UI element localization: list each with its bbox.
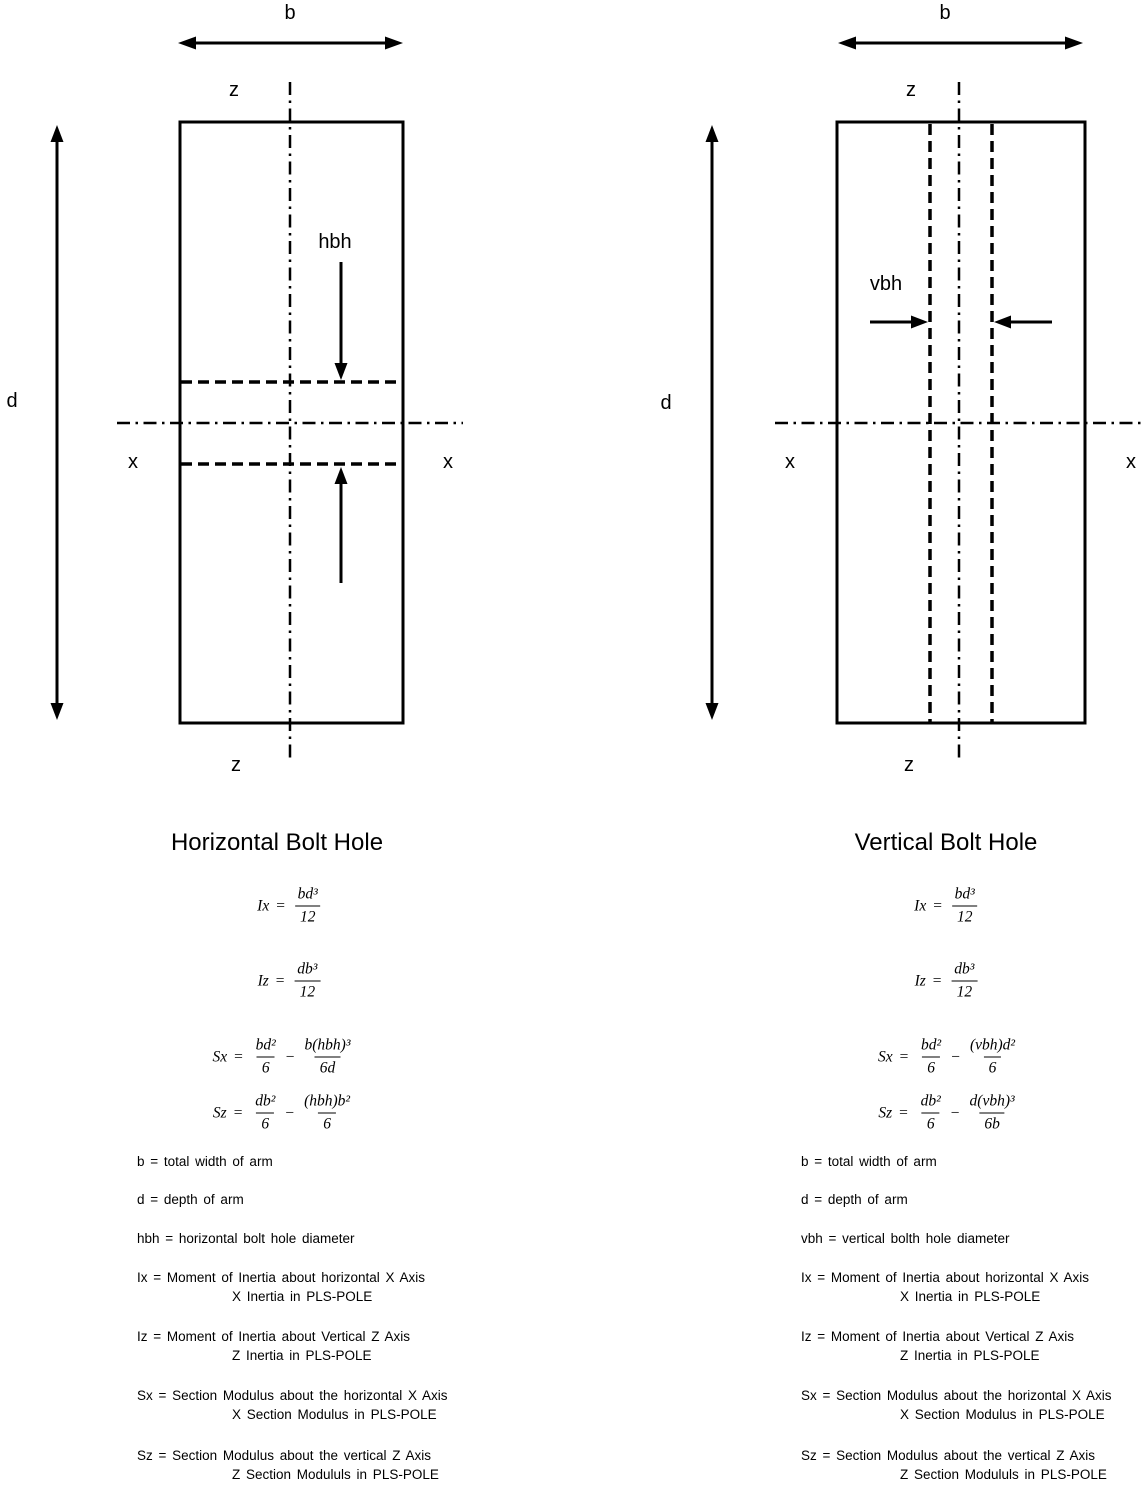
formula-lhs: Ix xyxy=(257,897,270,914)
left-formula-sx xyxy=(213,1037,356,1078)
right-x-left-label: x xyxy=(785,451,795,473)
left-z-top-label: z xyxy=(229,79,239,101)
formula-lhs: Sx xyxy=(212,1048,228,1065)
equals-sign: = xyxy=(898,1104,909,1121)
right-z-bottom-label: z xyxy=(904,754,914,776)
right-b-label: b xyxy=(939,2,951,24)
equals-sign: = xyxy=(932,897,943,914)
left-def-sz: Sz = Section Modulus about the vertical Z Axis Z Section Modululs in PLS-POLE xyxy=(137,1448,439,1482)
fraction: $\frac{\text{db²}}{6}$ xyxy=(920,1092,941,1133)
left-arm-cross-section-rect xyxy=(180,122,403,723)
left-x-left-label: x xyxy=(128,451,138,473)
fraction: $\frac{\text{db³}}{12}$ xyxy=(292,961,322,1002)
fraction: $\frac{\text{bd³}}{12}$ xyxy=(293,886,323,927)
left-b-label: b xyxy=(284,2,296,24)
right-x-right-label: x xyxy=(1126,451,1136,473)
left-hbh-down-arrow xyxy=(335,262,348,380)
equals-sign: = xyxy=(275,897,286,914)
equals-sign: = xyxy=(232,1104,244,1121)
left-section-title: Horizontal Bolt Hole xyxy=(170,829,384,856)
left-x-right-label: x xyxy=(443,451,453,473)
formula-lhs: Iz xyxy=(257,972,269,989)
fraction: $\frac{\text{db³}}{12}$ xyxy=(949,961,979,1002)
formula-lhs: Sz xyxy=(212,1104,227,1121)
left-b-dimension-arrow xyxy=(178,37,403,50)
fraction: $\frac{\text{d(vbh)³}}{6b}$ xyxy=(969,1092,1015,1133)
fraction: $\frac{\text{bd²}}{6}$ xyxy=(255,1036,276,1077)
formula-lhs: Sz xyxy=(878,1104,893,1121)
left-def-hbh: hbh = horizontal bolt hole diameter xyxy=(137,1231,355,1246)
left-formula-ix xyxy=(257,886,323,927)
right-formula-sz xyxy=(878,1093,1019,1134)
formula-lhs: Ix xyxy=(914,897,927,914)
left-def-b: b = total width of arm xyxy=(137,1154,273,1169)
right-def-ix: Ix = Moment of Inertia about horizontal X Axis X Inertia in PLS-POLE xyxy=(801,1270,1090,1304)
minus-sign: − xyxy=(950,1104,960,1121)
right-def-sx: Sx = Section Modulus about the horizontal X Axis X Section Modulus in PLS-POLE xyxy=(801,1388,1112,1422)
right-formula-iz xyxy=(915,961,980,1002)
fraction: $\frac{\text{bd²}}{6}$ xyxy=(921,1036,942,1077)
equals-sign: = xyxy=(898,1048,910,1065)
equals-sign: = xyxy=(233,1048,244,1065)
right-vbh-right-arrow xyxy=(994,316,1052,329)
fraction: $\frac{\text{bd³}}{12}$ xyxy=(950,886,980,927)
left-def-ix: Ix = Moment of Inertia about horizontal X Axis X Inertia in PLS-POLE xyxy=(137,1270,426,1304)
equals-sign: = xyxy=(274,972,286,989)
left-d-label: d xyxy=(6,390,18,412)
fraction: $\frac{\text{b(hbh)³}}{6d}$ xyxy=(304,1036,351,1077)
right-def-b: b = total width of arm xyxy=(801,1154,937,1169)
minus-sign: − xyxy=(951,1048,960,1065)
fraction: $\frac{\text{(vbh)d²}}{6}$ xyxy=(969,1036,1016,1077)
right-section-title: Vertical Bolt Hole xyxy=(854,829,1038,856)
left-def-iz: Iz = Moment of Inertia about Vertical Z Axis Z Inertia in PLS-POLE xyxy=(137,1329,410,1363)
left-formula-sz xyxy=(213,1093,355,1134)
left-formula-iz xyxy=(258,961,323,1002)
left-z-bottom-label: z xyxy=(231,754,241,776)
left-d-dimension-arrow xyxy=(51,125,64,720)
right-z-top-label: z xyxy=(906,79,916,101)
right-def-d: d = depth of arm xyxy=(801,1192,908,1207)
right-d-dimension-arrow xyxy=(706,125,719,720)
right-def-vbh: vbh = vertical bolth hole diameter xyxy=(801,1231,1010,1246)
formula-lhs: Sx xyxy=(877,1048,893,1065)
right-formula-sx xyxy=(878,1037,1020,1078)
right-def-sz: Sz = Section Modulus about the vertical Z Axis Z Section Modululs in PLS-POLE xyxy=(801,1448,1107,1482)
left-def-d: d = depth of arm xyxy=(137,1192,244,1207)
equals-sign: = xyxy=(931,972,943,989)
left-def-sx: Sx = Section Modulus about the horizontal X Axis X Section Modulus in PLS-POLE xyxy=(137,1388,448,1422)
left-hbh-label: hbh xyxy=(318,231,352,253)
right-d-label: d xyxy=(660,392,672,414)
fraction: $\frac{\text{db²}}{6}$ xyxy=(255,1092,276,1133)
right-vbh-left-arrow xyxy=(870,316,928,329)
right-formula-ix xyxy=(914,886,980,927)
right-b-dimension-arrow xyxy=(838,37,1083,50)
left-hbh-up-arrow xyxy=(335,467,348,583)
right-def-iz: Iz = Moment of Inertia about Vertical Z Axis Z Inertia in PLS-POLE xyxy=(801,1329,1074,1363)
formula-lhs: Iz xyxy=(914,972,926,989)
minus-sign: − xyxy=(285,1048,295,1065)
fraction: $\frac{\text{(hbh)b²}}{6}$ xyxy=(304,1092,351,1133)
right-vbh-label: vbh xyxy=(869,273,903,295)
minus-sign: − xyxy=(285,1104,295,1121)
